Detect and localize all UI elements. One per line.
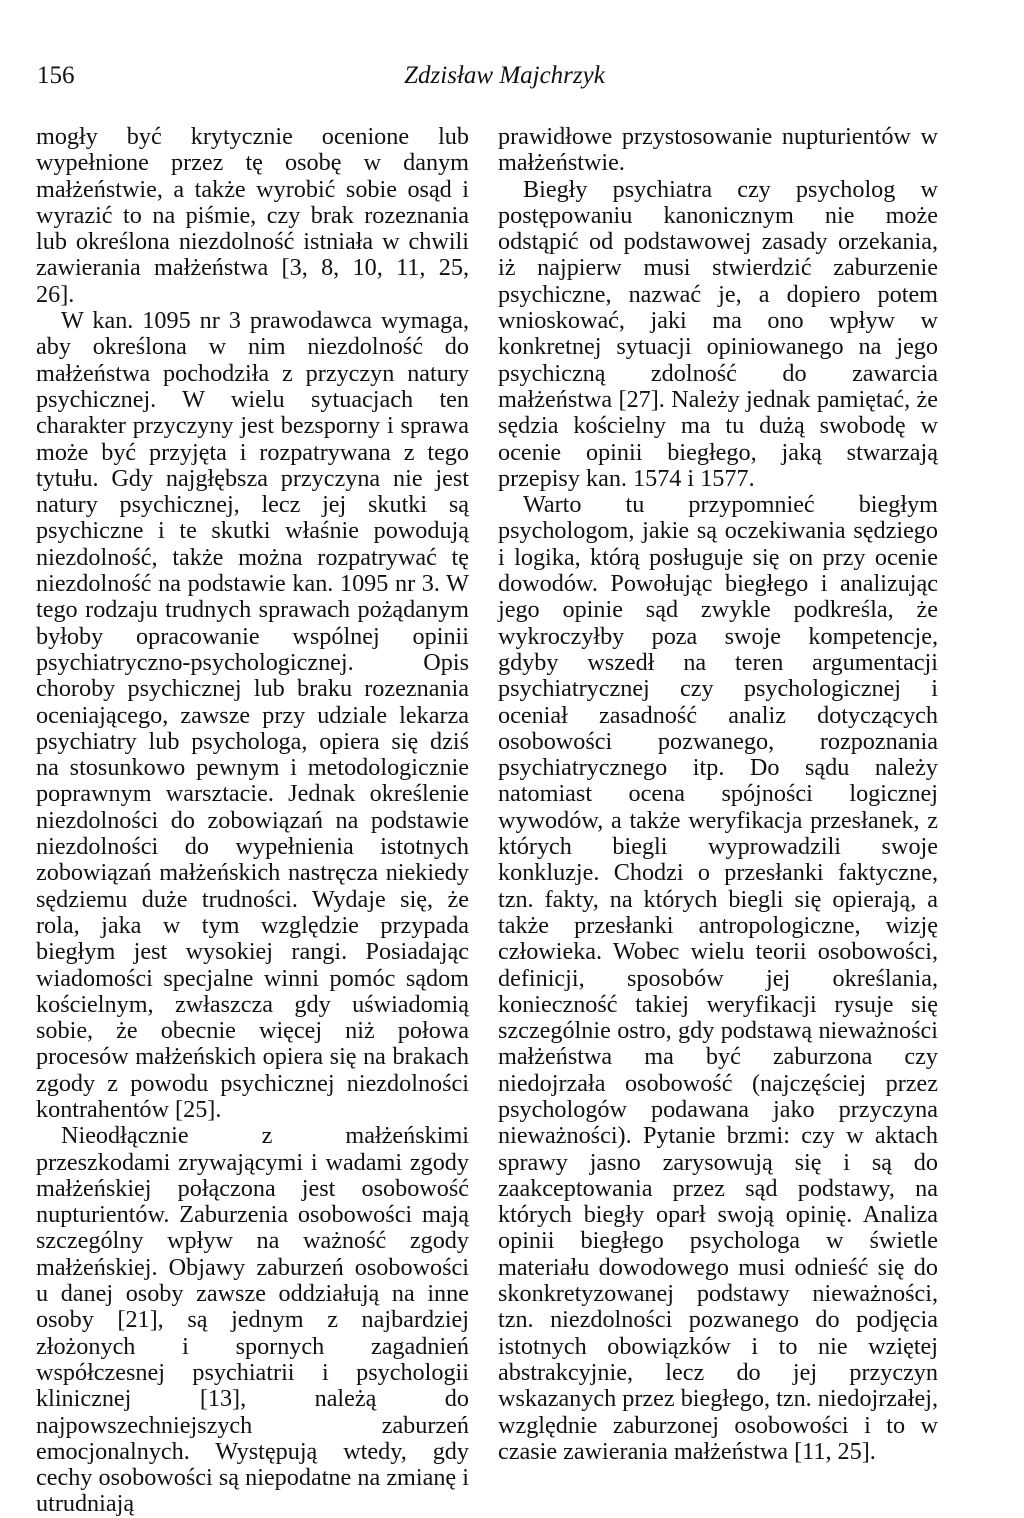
paragraph: W kan. 1095 nr 3 prawodawca wymaga, aby określona w nim niezdolność do małżeństwa pochodziła z przyczyn natury psychicznej. W wielu sytuacjach ten charakter przyczyny jest bezsporny i sprawa może być przyjęta i rozpatrywana z tego tytułu. Gdy najgłębsza przyczyna nie jest natury psychicznej, lecz jej skutki są psychiczne i te skutki właśnie powodują niezdolność, także można rozpatrywać tę niezdolność na podstawie kan. 1095 nr 3. W tego rodzaju trudnych sprawach pożądanym byłoby opracowanie wspólnej opinii psychiatryczno-psychologicznej. Opis choroby psychicznej lub braku rozeznania oceniającego, zawsze przy udziale lekarza psychiatry lub psychologa, opiera się dziś na stosunkowo pewnym i metodologicznie poprawnym warsztacie. Jednak określenie niezdolności do zobowiązań na podstawie niezdolności do wypełnienia istotnych zobowiązań małżeńskich nastręcza niekiedy sędziemu duże trudności. Wydaje się, że rola, jaka w tym względzie przypada biegłym jest wysokiej rangi. Posiadając wiadomości specjalne winni pomóc sądom kościelnym, zwłaszcza gdy uświadomią sobie, że obecnie więcej niż połowa procesów małżeńskich opiera się na brakach zgody z powodu psychicznej niezdolności kontrahentów [25]. bbox=[36, 307, 469, 1123]
paragraph: Biegły psychiatra czy psycholog w postępowaniu kanonicznym nie może odstąpić od podstawowej zasady orzekania, iż najpierw musi stwierdzić zaburzenie psychiczne, nazwać je, a dopiero potem wnioskować, jaki ma ono wpływ w konkretnej sytuacji opiniowanego na jego psychiczną zdolność do zawarcia małżeństwa [27]. Należy jednak pamiętać, że sędzia kościelny ma tu dużą swobodę w ocenie opinii biegłego, jaką stwarzają przepisy kan. 1574 i 1577. bbox=[498, 175, 938, 492]
page-number: 156 bbox=[37, 62, 75, 89]
running-head-author: Zdzisław Majchrzyk bbox=[404, 62, 605, 89]
paragraph: Warto tu przypomnieć biegłym psychologom, jakie są oczekiwania sędziego i logika, którą posługuje się on przy ocenie dowodów. Powołując biegłego i analizując jego opinie sąd zwykle podkreśla, że wykroczyłby poza swoje kompetencje, gdyby wszedł na teren argumentacji psychiatrycznej czy psychologicznej i oceniał zasadność analiz dotyczących osobowości pozwanego, rozpoznania psychiatrycznego itp. Do sądu należy natomiast ocena spójności logicznej wywodów, a także weryfikacja przesłanek, z których biegli wyprowadzili swoje konkluzje. Chodzi o przesłanki faktyczne, tzn. fakty, na których biegli się opierają, a także przesłanki antropologiczne, wizję człowieka. Wobec wielu teorii osobowości, definicji, sposobów jej określania, konieczność takiej weryfikacji rysuje się szczególnie ostro, gdy podstawą nieważności małżeństwa ma być zaburzona czy niedojrzała osobowość (najczęściej przez psychologów podawana jako przyczyna nieważności). Pytanie brzmi: czy w aktach sprawy jasno zarysowują się i są do zaakceptowania przez sąd podstawy, na których biegły oparł swoją opinię. Analiza opinii biegłego psychologa w świetle materiału dowodowego musi odnieść się do skonkretyzowanej podstawy nieważności, tzn. niezdolności pozwanego do podjęcia istotnych obowiązków i to nie wziętej abstrakcyjnie, lecz do jej przyczyn wskazanych przez biegłego, tzn. niedojrzałej, względnie zaburzonej osobowości i to w czasie zawierania małżeństwa [11, 25]. bbox=[498, 491, 938, 1465]
left-column bbox=[36, 124, 469, 1518]
paragraph-continued: prawidłowe przystosowanie nupturientów w małżeństwie. bbox=[498, 123, 938, 177]
right-column bbox=[498, 124, 938, 1465]
paragraph-continued: mogły być krytycznie ocenione lub wypełnione przez tę osobę w danym małżeństwie, a także wyrobić sobie osąd i wyrazić to na piśmie, czy brak rozeznania lub określona niezdolność istniała w chwili zawierania małżeństwa [3, 8, 10, 11, 25, 26]. bbox=[36, 123, 469, 308]
paragraph: Nieodłącznie z małżeńskimi przeszkodami zrywającymi i wadami zgody małżeńskiej połączona jest osobowość nupturientów. Zaburzenia osobowości mają szczególny wpływ na ważność zgody małżeńskiej. Objawy zaburzeń osobowości u danej osoby zawsze oddziałują na inne osoby [21], są jednym z najbardziej złożonych i spornych zagadnień współczesnej psychiatrii i psychologii klinicznej [13], należą do najpowszechniejszych zaburzeń emocjonalnych. Występują wtedy, gdy cechy osobowości są niepodatne na zmianę i utrudniają bbox=[36, 1122, 469, 1518]
page-header bbox=[37, 62, 972, 102]
